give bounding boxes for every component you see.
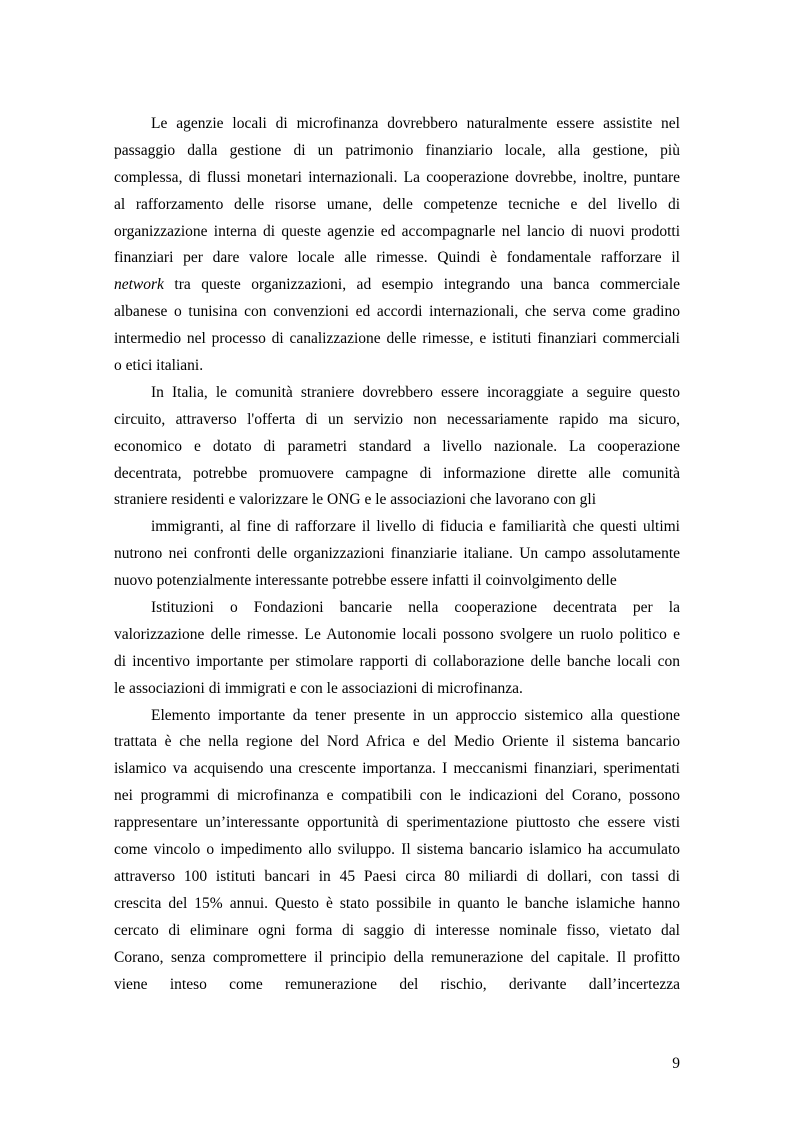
text-line [114, 622, 680, 649]
text-line [114, 487, 680, 514]
line-text: viene inteso come remunerazione del rischio, derivante dall’incertezza [114, 975, 680, 993]
line-text: nutrono nei confronti delle organizzazioni finanziarie italiane. Un campo assolutamente [114, 545, 680, 563]
line-text: Corano, senza compromettere il principio della remunerazione del capitale. Il profitto [114, 948, 680, 966]
line-text: cercato di eliminare ogni forma di saggio di interesse nominale fisso, vietato dal [114, 921, 680, 939]
line-text: crescita del 15% annui. Questo è stato possibile in quanto le banche islamiche hanno [114, 894, 680, 912]
text-line [114, 945, 680, 972]
line-text: organizzazione interna di queste agenzie ed accompagnarle nel lancio di nuovi prodotti [114, 222, 680, 240]
text-line [114, 461, 680, 488]
text-line [114, 783, 680, 810]
text-line [114, 972, 680, 999]
line-text: albanese o tunisina con convenzioni ed accordi internazionali, che serva come gradino [114, 303, 680, 321]
line-text: al rafforzamento delle risorse umane, delle competenze tecniche e del livello di [114, 195, 680, 213]
text-line [114, 138, 680, 165]
text-line [114, 595, 680, 622]
text-line [114, 353, 680, 380]
line-text: Elemento importante da tener presente in un approccio sistemico alla questione [151, 706, 680, 724]
text-line [114, 514, 680, 541]
text-line [114, 245, 680, 272]
text-line [114, 272, 680, 299]
text-line [114, 407, 680, 434]
text-line [114, 649, 680, 676]
text-line [114, 380, 680, 407]
text-line [114, 864, 680, 891]
line-text: rappresentare un’interessante opportunità di sperimentazione piuttosto che essere visti [114, 814, 680, 832]
line-text: nuovo potenzialmente interessante potrebbe essere infatti il coinvolgimento delle [114, 572, 617, 590]
line-text: circuito, attraverso l'offerta di un servizio non necessariamente rapido ma sicuro, [114, 410, 680, 428]
text-line [114, 434, 680, 461]
line-text: tra queste organizzazioni, ad esempio integrando una banca commerciale [163, 276, 680, 294]
line-text: In Italia, le comunità straniere dovrebbero essere incoraggiate a seguire questo [151, 383, 680, 401]
italic-term: network [114, 276, 164, 294]
line-text: passaggio dalla gestione di un patrimonio finanziario locale, alla gestione, più [114, 141, 680, 159]
line-text: immigranti, al fine di rafforzare il livello di fiducia e familiarità che questi ultimi [151, 518, 680, 536]
text-line [114, 729, 680, 756]
line-text: straniere residenti e valorizzare le ONG e le associazioni che lavorano con gli [114, 491, 597, 509]
line-text: attraverso 100 istituti bancari in 45 Paesi circa 80 miliardi di dollari, con tassi di [114, 867, 680, 885]
line-text: le associazioni di immigrati e con le associazioni di microfinanza. [114, 679, 523, 697]
text-line [114, 918, 680, 945]
line-text: finanziari per dare valore locale alle rimesse. Quindi è fondamentale rafforzare il [114, 249, 680, 267]
line-text: islamico va acquisendo una crescente importanza. I meccanismi finanziari, sperimentati [114, 760, 680, 778]
line-text: trattata è che nella regione del Nord Africa e del Medio Oriente il sistema bancario [114, 733, 680, 751]
text-line [114, 111, 680, 138]
text-line [114, 326, 680, 353]
line-text: decentrata, potrebbe promuovere campagne di informazione dirette alle comunità [114, 464, 680, 482]
line-text: Istituzioni o Fondazioni bancarie nella cooperazione decentrata per la [151, 599, 680, 617]
line-text: di incentivo importante per stimolare rapporti di collaborazione delle banche locali con [114, 652, 680, 670]
line-text: valorizzazione delle rimesse. Le Autonomie locali possono svolgere un ruolo politico e [114, 625, 680, 643]
line-text: intermedio nel processo di canalizzazione delle rimesse, e istituti finanziari commerciali [114, 330, 680, 348]
text-line [114, 568, 680, 595]
line-text: economico e dotato di parametri standard a livello nazionale. La cooperazione [114, 437, 680, 455]
text-line [114, 192, 680, 219]
text-line [114, 810, 680, 837]
text-line [114, 756, 680, 783]
text-line [114, 541, 680, 568]
text-line [114, 837, 680, 864]
text-line [114, 219, 680, 246]
body-text [114, 111, 680, 998]
line-text: come vincolo o impedimento allo sviluppo. Il sistema bancario islamico ha accumulato [114, 841, 680, 859]
text-line [114, 703, 680, 730]
line-text: Le agenzie locali di microfinanza dovrebbero naturalmente essere assistite nel [151, 115, 680, 132]
text-line [114, 299, 680, 326]
text-line [114, 676, 680, 703]
text-line [114, 165, 680, 192]
line-text: o etici italiani. [114, 357, 204, 375]
page-number: 9 [672, 1055, 680, 1072]
text-line [114, 891, 680, 918]
line-text: complessa, di flussi monetari internazionali. La cooperazione dovrebbe, inoltre, puntare [114, 168, 680, 186]
line-text: nei programmi di microfinanza e compatibili con le indicazioni del Corano, possono [114, 787, 680, 805]
